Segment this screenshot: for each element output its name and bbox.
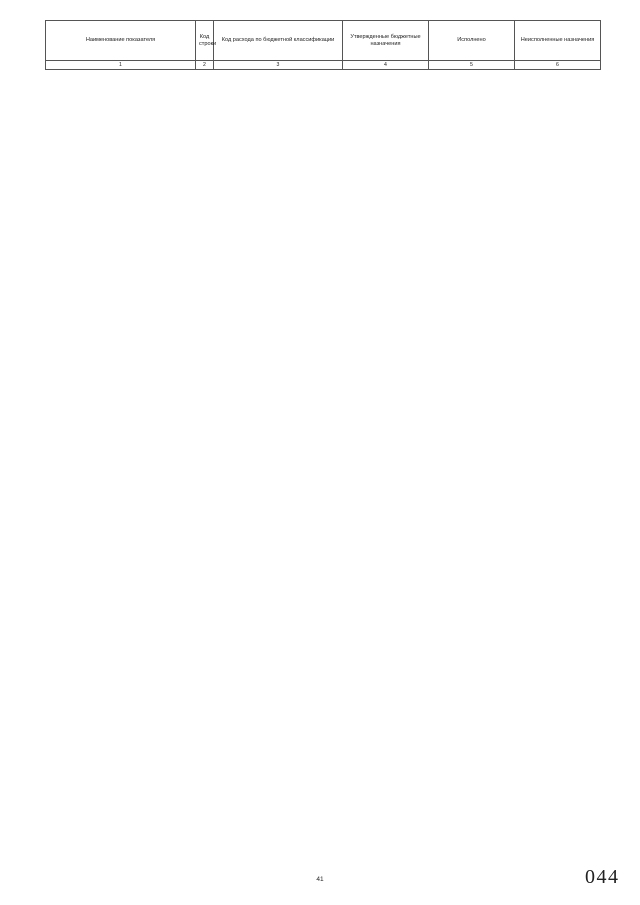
report-sheet: [45, 20, 600, 70]
header-name: Наименование показателя: [46, 21, 196, 61]
column-number: 1: [46, 61, 196, 70]
column-number: 4: [343, 61, 429, 70]
header-row: [46, 21, 601, 61]
header-unexecuted: Неисполненные назначения: [515, 21, 601, 61]
column-number: 5: [429, 61, 515, 70]
archive-stamp-number: 044: [585, 866, 620, 888]
header-expense-code: Код расхода по бюджетной классификации: [214, 21, 343, 61]
column-number: 3: [214, 61, 343, 70]
header-approved: Утвержденные бюджетные назначения: [343, 21, 429, 61]
budget-execution-table: [45, 20, 601, 70]
header-line-code: Код строки: [196, 21, 214, 61]
column-number: 6: [515, 61, 601, 70]
column-number: 2: [196, 61, 214, 70]
page-number: 41: [316, 876, 324, 883]
column-number-row: [46, 61, 601, 70]
header-executed: Исполнено: [429, 21, 515, 61]
